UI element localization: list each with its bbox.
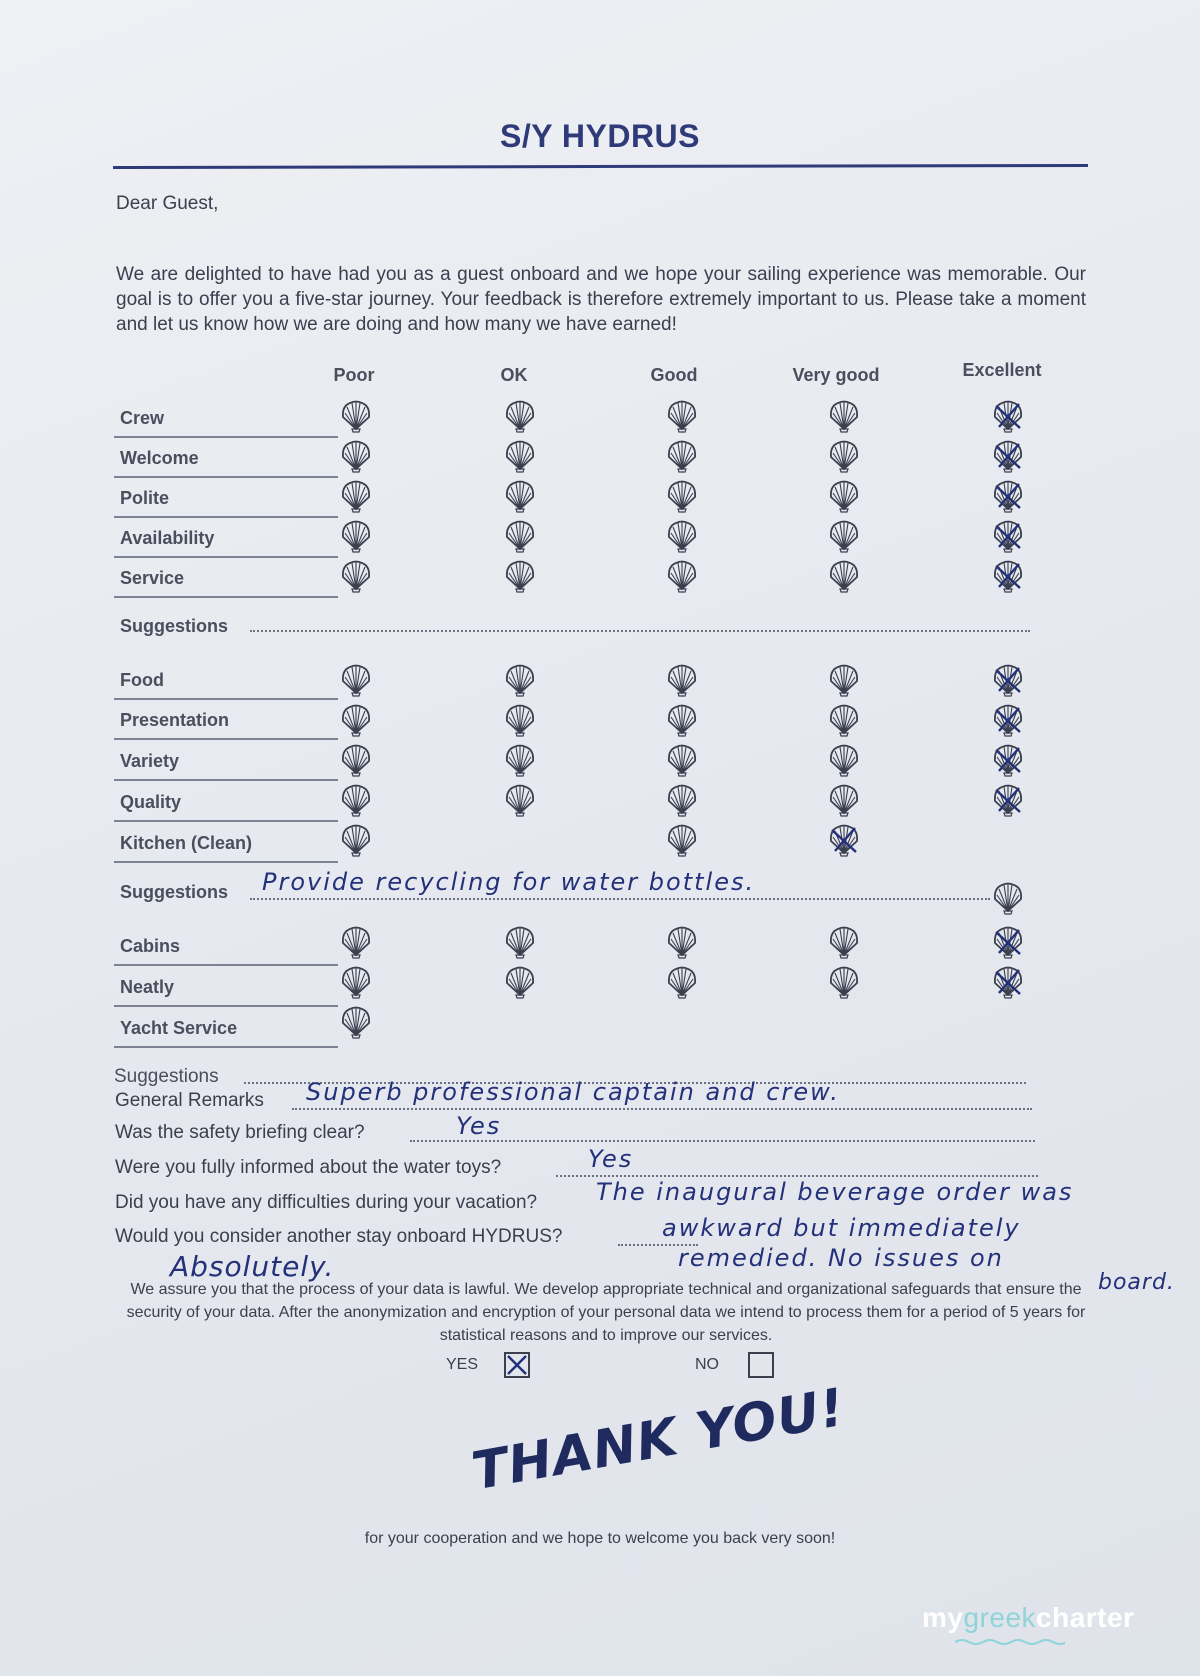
shell-icon bbox=[990, 924, 1026, 960]
rating-shell[interactable] bbox=[502, 478, 538, 514]
column-header-good: Good bbox=[650, 365, 698, 385]
difficulties-question: Did you have any difficulties during your vacation? bbox=[115, 1192, 538, 1213]
suggestions-label-3: Suggestions bbox=[114, 1066, 219, 1087]
rating-shell[interactable] bbox=[502, 518, 538, 554]
row-label-welcome: Welcome bbox=[120, 448, 199, 468]
form-title: S/Y HYDRUS bbox=[499, 118, 700, 154]
row-rule bbox=[114, 820, 338, 822]
rating-shell[interactable] bbox=[990, 558, 1026, 594]
shell-icon bbox=[664, 518, 700, 554]
rating-shell[interactable] bbox=[826, 518, 862, 554]
thank-you-signature: THANK YOU! bbox=[467, 1377, 850, 1503]
row-rule bbox=[114, 738, 338, 740]
shell-icon bbox=[826, 964, 862, 1000]
water-toys-answer: Yes bbox=[588, 1145, 634, 1173]
row-label-quality: Quality bbox=[120, 792, 182, 812]
rating-shell[interactable] bbox=[338, 822, 374, 858]
row-label-service: Service bbox=[120, 568, 185, 588]
shell-icon bbox=[664, 558, 700, 594]
rating-shell[interactable] bbox=[338, 398, 374, 434]
row-label-polite: Polite bbox=[120, 488, 170, 508]
privacy-notice: We assure you that the process of your data is lawful. We develop appropriate technical and organizational safeguards that ensure the security of your data. After the anonymization and encryption of your personal data we intend to process them for a period of 5 years for statistical reasons and to improve our services. bbox=[126, 1281, 1086, 1344]
shell-icon bbox=[826, 398, 862, 434]
rating-shell[interactable] bbox=[338, 702, 374, 738]
rating-shell[interactable] bbox=[338, 782, 374, 818]
shell-icon bbox=[502, 558, 538, 594]
rating-shell[interactable] bbox=[990, 880, 1026, 916]
rating-shell[interactable] bbox=[338, 518, 374, 554]
shell-icon bbox=[826, 822, 862, 858]
suggestions-dotted-line bbox=[250, 630, 1030, 632]
shell-icon bbox=[338, 478, 374, 514]
rating-shell[interactable] bbox=[502, 782, 538, 818]
difficulties-answer-line-3: remedied. No issues on bbox=[678, 1244, 1004, 1272]
rating-shell[interactable] bbox=[990, 478, 1026, 514]
rating-shell[interactable] bbox=[338, 742, 374, 778]
brand-part-charter: charter bbox=[1036, 1602, 1135, 1633]
rating-shell[interactable] bbox=[664, 924, 700, 960]
shell-icon bbox=[502, 662, 538, 698]
row-label-food: Food bbox=[120, 670, 164, 690]
brand-part-greek: greek bbox=[963, 1602, 1037, 1633]
rating-shell[interactable] bbox=[664, 782, 700, 818]
shell-icon bbox=[664, 924, 700, 960]
row-label-kitchen: Kitchen (Clean) bbox=[120, 833, 253, 853]
rating-shell[interactable] bbox=[990, 662, 1026, 698]
rating-shell[interactable] bbox=[338, 662, 374, 698]
shell-icon bbox=[990, 782, 1026, 818]
shell-icon bbox=[338, 822, 374, 858]
column-header-excellent: Excellent bbox=[962, 360, 1042, 380]
shell-icon bbox=[338, 518, 374, 554]
rating-shell[interactable] bbox=[664, 702, 700, 738]
shell-icon bbox=[664, 478, 700, 514]
shell-icon bbox=[826, 782, 862, 818]
shell-icon bbox=[990, 438, 1026, 474]
shell-icon bbox=[826, 558, 862, 594]
difficulties-answer-line-2: awkward but immediately bbox=[662, 1214, 1021, 1242]
rating-shell[interactable] bbox=[826, 964, 862, 1000]
row-rule bbox=[114, 861, 338, 863]
difficulties-answer-line-4: board. bbox=[1098, 1270, 1175, 1295]
intro-paragraph: We are delighted to have had you as a guest onboard and we hope your sailing experience was memorable. Our goal is to offer you a five-star journey. Your feedback is therefore extremely important to us. Please take a moment and let us know how we are doing and how many we have earned! bbox=[116, 264, 1086, 335]
brand-wave-icon bbox=[955, 1638, 1065, 1646]
row-label-presentation: Presentation bbox=[120, 710, 230, 730]
rating-shell[interactable] bbox=[502, 702, 538, 738]
water-toys-question: Were you fully informed about the water toys? bbox=[115, 1157, 502, 1178]
rating-shell[interactable] bbox=[502, 558, 538, 594]
general-remarks-answer: Superb professional captain and crew. bbox=[306, 1078, 840, 1106]
consent-no-checkbox[interactable] bbox=[748, 1352, 774, 1378]
suggestions-answer-2: Provide recycling for water bottles. bbox=[262, 868, 756, 896]
row-rule bbox=[114, 596, 338, 598]
shell-icon bbox=[338, 964, 374, 1000]
row-label-variety: Variety bbox=[120, 751, 180, 771]
row-rule bbox=[114, 698, 338, 700]
safety-answer: Yes bbox=[456, 1112, 502, 1140]
rating-shell[interactable] bbox=[990, 518, 1026, 554]
shell-icon bbox=[990, 398, 1026, 434]
column-header-very-good: Very good bbox=[792, 365, 880, 385]
rating-shell[interactable] bbox=[990, 782, 1026, 818]
rating-shell[interactable] bbox=[664, 478, 700, 514]
rating-shell[interactable] bbox=[826, 398, 862, 434]
rating-shell[interactable] bbox=[826, 702, 862, 738]
shell-icon bbox=[502, 782, 538, 818]
row-rule bbox=[114, 964, 338, 966]
shell-icon bbox=[990, 742, 1026, 778]
rating-shell[interactable] bbox=[664, 558, 700, 594]
shell-icon bbox=[826, 702, 862, 738]
row-rule bbox=[114, 556, 338, 558]
shell-icon bbox=[502, 518, 538, 554]
general-remarks-label: General Remarks bbox=[115, 1090, 264, 1111]
shell-icon bbox=[990, 880, 1026, 916]
rating-shell[interactable] bbox=[502, 742, 538, 778]
rating-shell[interactable] bbox=[664, 662, 700, 698]
shell-icon bbox=[502, 478, 538, 514]
rating-shell[interactable] bbox=[826, 742, 862, 778]
rating-shell[interactable] bbox=[826, 478, 862, 514]
rating-shell[interactable] bbox=[990, 398, 1026, 434]
safety-question: Was the safety briefing clear? bbox=[115, 1122, 365, 1143]
brand-watermark bbox=[922, 1602, 1134, 1634]
shell-icon bbox=[338, 924, 374, 960]
shell-icon bbox=[502, 742, 538, 778]
shell-icon bbox=[664, 782, 700, 818]
rating-shell[interactable] bbox=[502, 964, 538, 1000]
salutation: Dear Guest, bbox=[116, 193, 219, 214]
rating-shell[interactable] bbox=[502, 438, 538, 474]
rating-shell[interactable] bbox=[664, 964, 700, 1000]
title-rule bbox=[113, 164, 1088, 169]
shell-icon bbox=[502, 438, 538, 474]
row-label-neatly: Neatly bbox=[120, 977, 175, 997]
rating-shell[interactable] bbox=[338, 924, 374, 960]
rating-shell[interactable] bbox=[338, 1004, 374, 1040]
shell-icon bbox=[990, 518, 1026, 554]
rating-shell[interactable] bbox=[664, 742, 700, 778]
rating-shell[interactable] bbox=[990, 742, 1026, 778]
shell-icon bbox=[338, 742, 374, 778]
difficulties-answer-line-1: The inaugural beverage order was bbox=[596, 1178, 1074, 1206]
shell-icon bbox=[502, 702, 538, 738]
rating-shell[interactable] bbox=[664, 518, 700, 554]
brand-part-my: my bbox=[922, 1602, 964, 1633]
shell-icon bbox=[664, 964, 700, 1000]
shell-icon bbox=[826, 742, 862, 778]
rating-shell[interactable] bbox=[338, 558, 374, 594]
shell-icon bbox=[338, 1004, 374, 1040]
row-rule bbox=[114, 779, 338, 781]
suggestions-dotted-line bbox=[250, 898, 990, 900]
suggestions-label-1: Suggestions bbox=[120, 616, 229, 636]
shell-icon bbox=[338, 782, 374, 818]
shell-icon bbox=[664, 438, 700, 474]
shell-icon bbox=[826, 924, 862, 960]
shell-icon bbox=[664, 398, 700, 434]
rating-shell[interactable] bbox=[664, 398, 700, 434]
shell-icon bbox=[502, 398, 538, 434]
stay-again-question: Would you consider another stay onboard HYDRUS? bbox=[115, 1226, 563, 1247]
row-label-cabins: Cabins bbox=[120, 936, 181, 956]
shell-icon bbox=[664, 822, 700, 858]
rating-shell[interactable] bbox=[990, 438, 1026, 474]
shell-icon bbox=[338, 702, 374, 738]
consent-yes-checkbox[interactable] bbox=[504, 1352, 530, 1378]
shell-icon bbox=[502, 924, 538, 960]
shell-icon bbox=[338, 398, 374, 434]
rating-shell[interactable] bbox=[338, 964, 374, 1000]
rating-shell[interactable] bbox=[502, 924, 538, 960]
shell-icon bbox=[990, 964, 1026, 1000]
answer-dotted-line bbox=[556, 1175, 1038, 1177]
rating-shell[interactable] bbox=[826, 662, 862, 698]
rating-shell[interactable] bbox=[338, 438, 374, 474]
rating-shell[interactable] bbox=[664, 438, 700, 474]
shell-icon bbox=[664, 662, 700, 698]
rating-shell[interactable] bbox=[826, 924, 862, 960]
shell-icon bbox=[502, 964, 538, 1000]
rating-shell[interactable] bbox=[826, 782, 862, 818]
stay-again-answer: Absolutely. bbox=[170, 1250, 335, 1283]
rating-shell[interactable] bbox=[664, 822, 700, 858]
column-header-poor: Poor bbox=[333, 365, 375, 385]
rating-shell[interactable] bbox=[990, 964, 1026, 1000]
row-label-availability: Availability bbox=[120, 528, 215, 548]
shell-icon bbox=[990, 478, 1026, 514]
answer-dotted-line bbox=[410, 1140, 1035, 1142]
row-label-crew: Crew bbox=[120, 408, 165, 428]
shell-icon bbox=[826, 662, 862, 698]
rating-shell[interactable] bbox=[502, 398, 538, 434]
shell-icon bbox=[664, 742, 700, 778]
shell-icon bbox=[338, 438, 374, 474]
shell-icon bbox=[990, 558, 1026, 594]
row-label-yacht-service: Yacht Service bbox=[120, 1018, 238, 1038]
row-rule bbox=[114, 436, 338, 438]
answer-dotted-line bbox=[292, 1108, 1032, 1110]
shell-icon bbox=[826, 518, 862, 554]
shell-icon bbox=[338, 558, 374, 594]
rating-shell[interactable] bbox=[826, 822, 862, 858]
shell-icon bbox=[664, 702, 700, 738]
shell-icon bbox=[990, 702, 1026, 738]
shell-icon bbox=[990, 662, 1026, 698]
column-header-ok: OK bbox=[500, 365, 528, 385]
rating-shell[interactable] bbox=[990, 702, 1026, 738]
suggestions-label-2: Suggestions bbox=[120, 882, 229, 902]
closing-line: for your cooperation and we hope to welcome you back very soon! bbox=[364, 1530, 836, 1547]
consent-yes-label: YES bbox=[446, 1356, 479, 1373]
rating-shell[interactable] bbox=[990, 924, 1026, 960]
row-rule bbox=[114, 476, 338, 478]
shell-icon bbox=[338, 662, 374, 698]
consent-no-label: NO bbox=[695, 1356, 719, 1373]
rating-shell[interactable] bbox=[338, 478, 374, 514]
row-rule bbox=[114, 1005, 338, 1007]
row-rule bbox=[114, 516, 338, 518]
row-rule bbox=[114, 1046, 338, 1048]
rating-shell[interactable] bbox=[826, 438, 862, 474]
check-mark-icon bbox=[506, 1354, 528, 1376]
shell-icon bbox=[826, 438, 862, 474]
rating-shell[interactable] bbox=[826, 558, 862, 594]
rating-shell[interactable] bbox=[502, 662, 538, 698]
shell-icon bbox=[826, 478, 862, 514]
